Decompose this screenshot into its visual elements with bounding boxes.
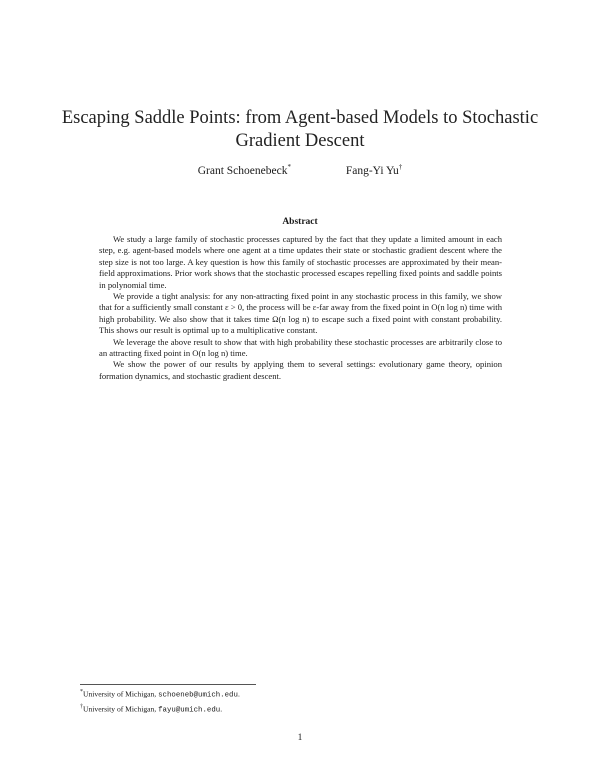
paper-title: Escaping Saddle Points: from Agent-based Models to Stochastic Gradient Descent	[61, 108, 539, 151]
author-1: Grant Schoenebeck*	[197, 163, 291, 177]
email-link[interactable]: fayu@umich.edu	[158, 706, 221, 715]
abstract-paragraph: We provide a tight analysis: for any non-attracting fixed point in any stochastic process in this family, we show that for a sufficiently small constant ε > 0, the process will be ε-far away from the fixed point in O(n log n) time with high probability. We also show that it takes time Ω(n log n) to escape such a fixed point with constant probability. This shows our result is optimal up to a multiplicative constant.	[99, 291, 502, 336]
footnote-1: *University of Michigan, schoeneb@umich.edu.	[80, 689, 240, 700]
footnote-rule	[80, 684, 256, 685]
email-link[interactable]: schoeneb@umich.edu	[158, 691, 238, 700]
page-number: 1	[297, 733, 303, 743]
abstract-heading: Abstract	[282, 217, 318, 227]
footnotes	[80, 687, 480, 716]
author-2: Fang-Yi Yu†	[345, 163, 403, 177]
abstract-paragraph: We leverage the above result to show that with high probability these stochastic processes are arbitrarily close to an attracting fixed point in O(n log n) time.	[99, 336, 502, 359]
author-list	[0, 163, 600, 177]
abstract-paragraph: We show the power of our results by applying them to several settings: evolutionary game theory, opinion formation dynamics, and stochastic gradient descent.	[99, 359, 502, 381]
abstract-body	[99, 234, 502, 382]
abstract-paragraph: We study a large family of stochastic processes captured by the fact that they update a limited amount in each step, e.g. agent-based models where one agent at a time updates their state or stochastic gradient descent where the step size is not too large. A key question is how this family of stochastic processes are approximated by their mean-field approximations. Prior work shows that the stochastic processed escapes repelling fixed points and saddle points in polynomial time.	[99, 234, 502, 290]
footnote-2: †University of Michigan, fayu@umich.edu.	[80, 703, 223, 715]
